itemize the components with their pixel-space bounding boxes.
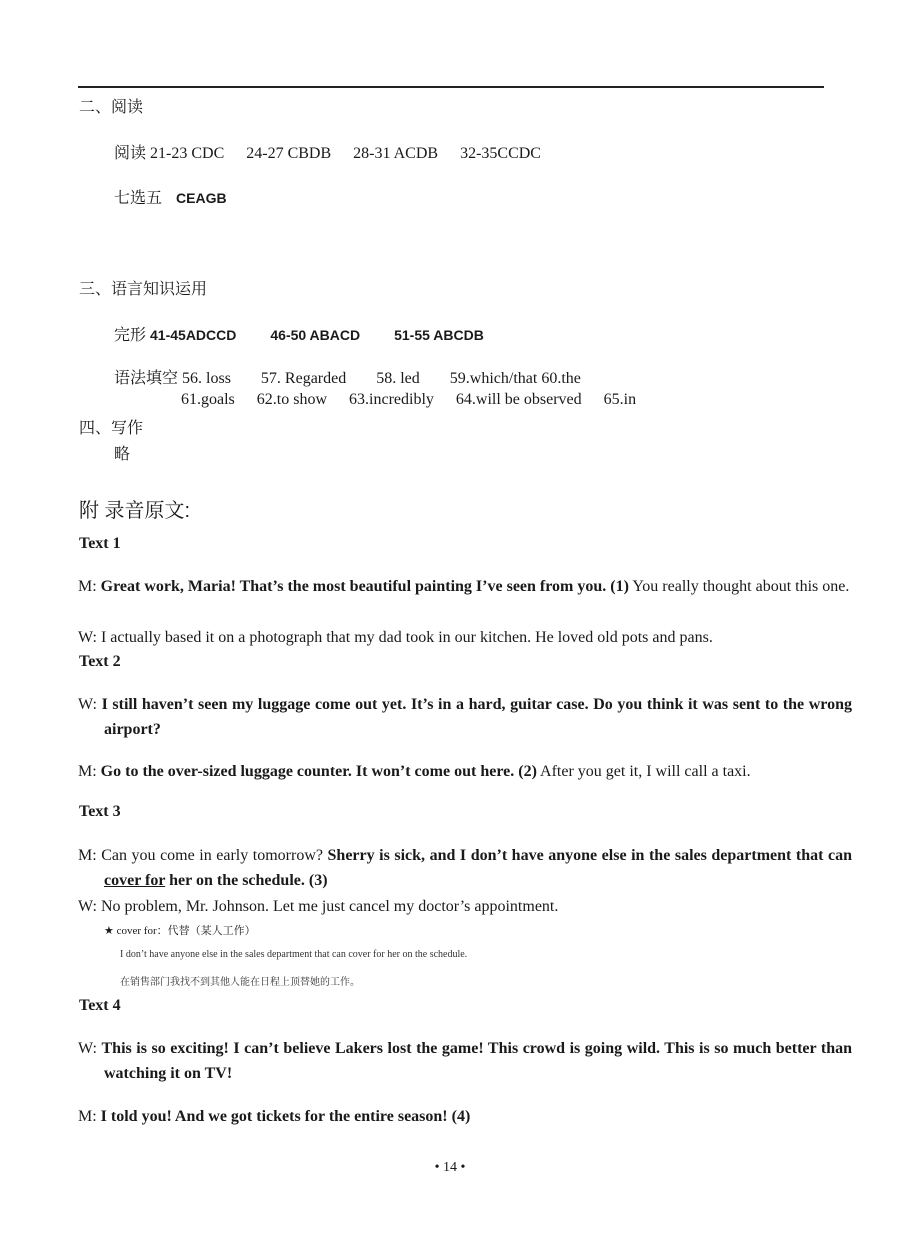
grammar-answer: 56. loss [182, 370, 231, 387]
grammar-answer: 58. led [376, 370, 420, 387]
dialogue-line [78, 1036, 852, 1086]
dialogue-line [78, 759, 852, 784]
vocab-example-en: I don’t have anyone else in the sales department that can cover for her on the schedule. [120, 949, 468, 960]
writing-content: 略 [114, 446, 131, 463]
grammar-answer: 59.which/that 60.the [449, 370, 581, 387]
section-heading-reading: 二、阅读 [79, 99, 144, 116]
dialogue-line [78, 692, 852, 742]
dialogue-line [78, 894, 852, 919]
text-title: Text 3 [79, 803, 121, 820]
header-rule [78, 86, 824, 88]
question-marker: (4) [451, 1108, 471, 1125]
reading-answers-line [114, 140, 541, 163]
dialogue-text: No problem, Mr. Johnson. Let me just cancel my doctor’s appointment. [100, 898, 559, 915]
grammar-answer: 62.to show [256, 391, 328, 408]
reading-answer: 24-27 CBDB [246, 145, 332, 162]
seven-choose-five-line [114, 185, 227, 208]
vocab-note: ★ cover for：代替（某人工作） [104, 925, 256, 937]
seven-answer: CEAGB [176, 190, 227, 206]
dialogue-bold-text: Sherry is sick, and I don’t have anyone else in the sales department that can [327, 847, 853, 864]
text-title: Text 4 [79, 997, 121, 1014]
dialogue-text: I actually based it on a photograph that my dad took in our kitchen. He loved old pots and pans. [100, 629, 713, 646]
dialogue-text: After you get it, I will call a taxi. [536, 763, 751, 780]
grammar-answer: 57. Regarded [260, 370, 347, 387]
dialogue-text: You really thought about this one. [628, 578, 850, 595]
page-number: • 14 • [434, 1160, 466, 1175]
grammar-answer: 61.goals [181, 391, 235, 408]
speaker-label: M: [78, 578, 97, 595]
cloze-label: 完形 [114, 327, 147, 344]
speaker-label: M: [78, 847, 97, 864]
grammar-answer: 65.in [603, 391, 637, 408]
question-marker: (3) [308, 872, 328, 889]
speaker-label: W: [78, 898, 97, 915]
section-heading-writing: 四、写作 [79, 420, 144, 437]
underlined-phrase: cover for [104, 872, 166, 889]
text-title: Text 1 [79, 535, 121, 552]
grammar-answer: 63.incredibly [349, 391, 434, 408]
dialogue-bold-text: This is so exciting! I can’t believe Lakers lost the game! This crowd is going wild. This is so much better than watching it on TV! [101, 1040, 853, 1082]
reading-answer: 28-31 ACDB [353, 145, 439, 162]
question-marker: (1) [610, 578, 629, 595]
cloze-answer: 51-55 ABCDB [394, 327, 484, 343]
speaker-label: W: [78, 1040, 97, 1057]
speaker-label: W: [78, 696, 97, 713]
dialogue-bold-text: I told you! And we got tickets for the entire season! [100, 1108, 448, 1125]
speaker-label: M: [78, 1108, 97, 1125]
grammar-answers-row-1 [114, 365, 581, 388]
dialogue-bold-text: her on the schedule. [165, 872, 305, 889]
reading-answer: 21-23 CDC [150, 145, 225, 162]
cloze-answers-line [114, 322, 484, 345]
reading-answer: 32-35CCDC [460, 145, 541, 162]
dialogue-line [78, 843, 852, 893]
transcript-heading: 附 录音原文: [79, 500, 191, 522]
dialogue-line [78, 625, 852, 650]
vocab-example-zh: 在销售部门我找不到其他人能在日程上顶替她的工作。 [120, 977, 360, 988]
dialogue-bold-text: Great work, Maria! That’s the most beautiful painting I’ve seen from you. [100, 578, 607, 595]
seven-label: 七选五 [114, 190, 163, 207]
dialogue-bold-text: Go to the over-sized luggage counter. It won’t come out here. [100, 763, 515, 780]
grammar-label: 语法填空 [114, 370, 179, 387]
dialogue-text: Can you come in early tomorrow? [101, 847, 328, 864]
dialogue-line [78, 574, 852, 599]
question-marker: (2) [518, 763, 537, 780]
reading-label: 阅读 [114, 145, 147, 162]
dialogue-line [78, 1104, 852, 1129]
cloze-answer: 46-50 ABACD [270, 327, 361, 343]
grammar-answer: 64.will be observed [455, 391, 582, 408]
speaker-label: W: [78, 629, 97, 646]
cloze-answer: 41-45ADCCD [150, 327, 237, 343]
dialogue-bold-text: I still haven’t seen my luggage come out yet. It’s in a hard, guitar case. Do you think it was sent to the wrong airport? [101, 696, 852, 738]
speaker-label: M: [78, 763, 97, 780]
grammar-answers-row-2 [181, 391, 636, 409]
section-heading-language: 三、语言知识运用 [79, 281, 208, 298]
text-title: Text 2 [79, 653, 121, 670]
